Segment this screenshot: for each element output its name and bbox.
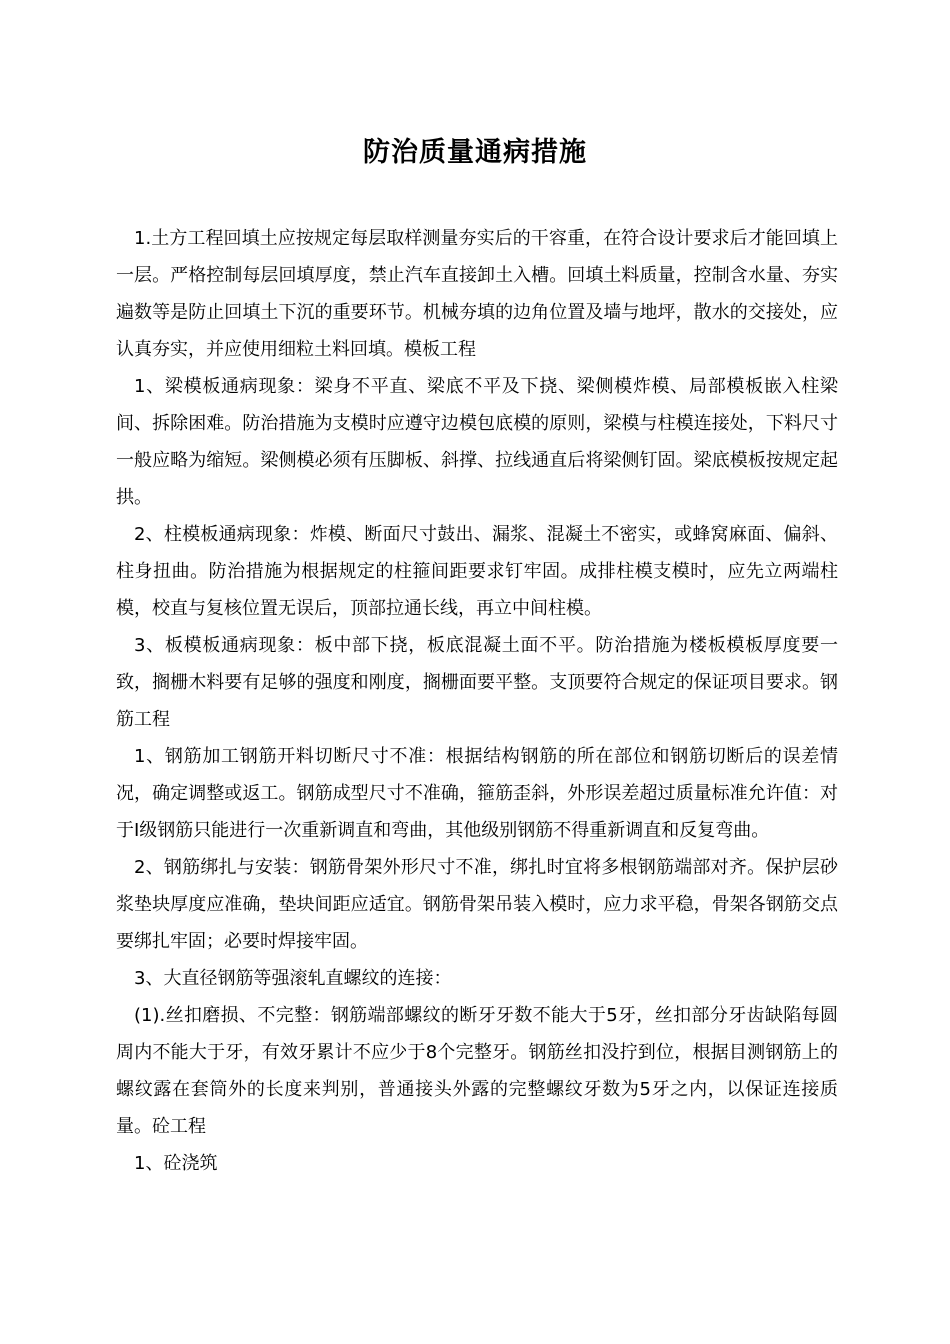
document-body xyxy=(116,220,838,1182)
paragraph-earthwork: 1.土方工程回填土应按规定每层取样测量夯实后的干容重，在符合设计要求后才能回填上一层。严格控制每层回填厚度，禁止汽车直接卸土入槽。回填土料质量，控制含水量、夯实遍数等是防止回填土下沉的重要环节。机械夯填的边角位置及墙与地坪，散水的交接处，应认真夯实，并应使用细粒土料回填。模板工程 xyxy=(116,228,838,360)
paragraph-beam-formwork: 1、梁模板通病现象：梁身不平直、梁底不平及下挠、梁侧模炸模、局部模板嵌入柱梁间、拆除困难。防治措施为支模时应遵守边模包底模的原则，梁模与柱模连接处，下料尺寸一般应略为缩短。梁侧模必须有压脚板、斜撑、拉线通直后将梁侧钉固。梁底模板按规定起拱。 xyxy=(116,376,838,508)
paragraph-concrete-pouring: 1、砼浇筑 xyxy=(134,1153,218,1174)
paragraph-slab-formwork: 3、板模板通病现象：板中部下挠，板底混凝土面不平。防治措施为楼板模板厚度要一致，搁栅木料要有足够的强度和刚度，搁栅面要平整。支顶要符合规定的保证项目要求。钢筋工程 xyxy=(116,635,838,730)
paragraph-column-formwork: 2、柱模板通病现象：炸模、断面尺寸鼓出、漏浆、混凝土不密实，或蜂窝麻面、偏斜、柱身扭曲。防治措施为根据规定的柱箍间距要求钉牢固。成排柱模支模时，应先立两端柱模，校直与复核位置无误后，顶部拉通长线，再立中间柱模。 xyxy=(116,524,838,619)
paragraph-rebar-processing: 1、钢筋加工钢筋开料切断尺寸不准：根据结构钢筋的所在部位和钢筋切断后的误差情况，确定调整或返工。钢筋成型尺寸不准确，箍筋歪斜，外形误差超过质量标准允许值：对于Ⅰ级钢筋只能进行一次重新调直和弯曲，其他级别钢筋不得重新调直和反复弯曲。 xyxy=(116,746,838,841)
paragraph-thread-connection: 3、大直径钢筋等强滚轧直螺纹的连接： xyxy=(134,968,452,989)
paragraph-thread-wear: (1).丝扣磨损、不完整：钢筋端部螺纹的断牙牙数不能大于5牙，丝扣部分牙齿缺陷每圆周内不能大于牙，有效牙累计不应少于8个完整牙。钢筋丝扣没拧到位，根据目测钢筋上的螺纹露在套筒外的长度来判别，普通接头外露的完整螺纹牙数为5牙之内，以保证连接质量。砼工程 xyxy=(116,1005,838,1137)
paragraph-rebar-binding: 2、钢筋绑扎与安装：钢筋骨架外形尺寸不准，绑扎时宜将多根钢筋端部对齐。保护层砂浆垫块厚度应准确，垫块间距应适宜。钢筋骨架吊装入模时，应力求平稳，骨架各钢筋交点要绑扎牢固；必要时焊接牢固。 xyxy=(116,857,838,952)
document-title: 防治质量通病措施 xyxy=(363,137,587,168)
